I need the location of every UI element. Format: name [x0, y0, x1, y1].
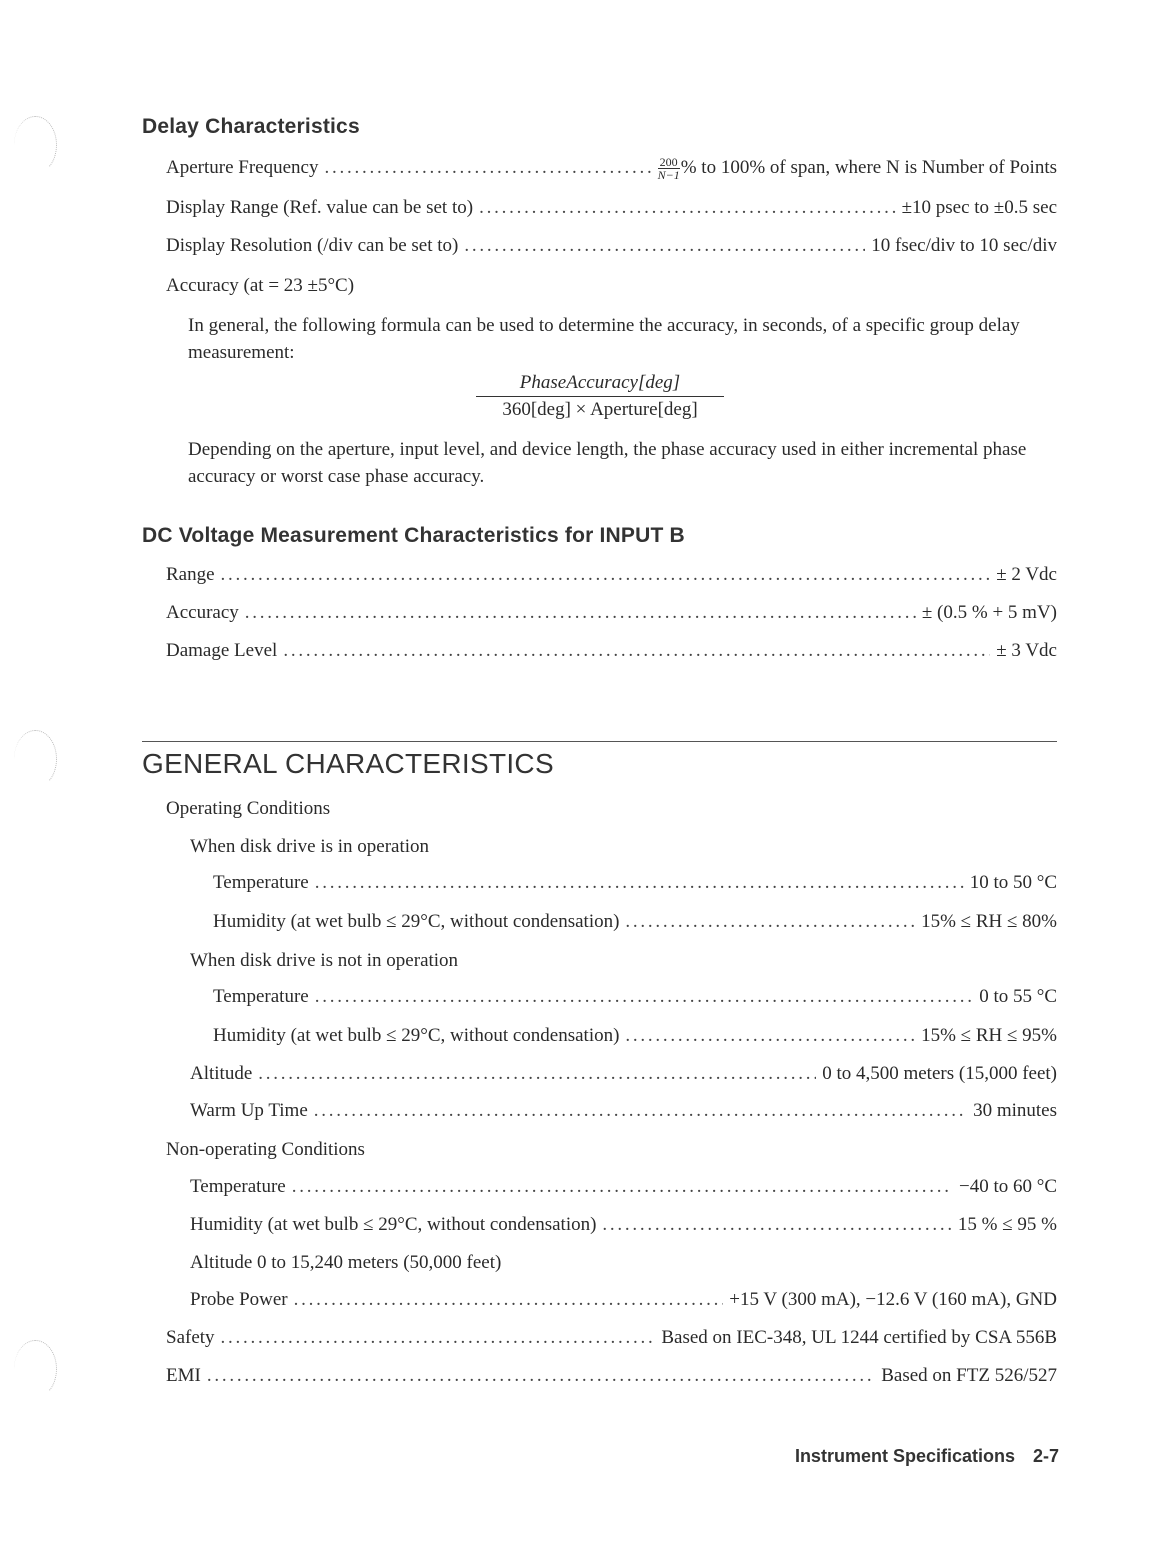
- off-temp-label: Temperature: [213, 986, 309, 1007]
- on-humidity-row: [213, 911, 1057, 939]
- aperture-value-text: % to 100% of span, where N is Number of Points: [680, 156, 1057, 178]
- leader-dots: [625, 1025, 915, 1047]
- binder-hole-middle: [14, 730, 57, 788]
- dc-accuracy-row: [166, 602, 1057, 630]
- leader-dots: [283, 640, 990, 662]
- warmup-label: Warm Up Time: [190, 1100, 308, 1121]
- aperture-value: [658, 156, 1057, 181]
- aperture-fraction: [658, 156, 680, 181]
- nonop-temp-row: [190, 1176, 1057, 1204]
- page-number: 2-7: [1032, 1446, 1059, 1466]
- nonop-altitude: Altitude 0 to 15,240 meters (50,000 feet): [190, 1252, 502, 1273]
- probe-power-value: +15 V (300 mA), −12.6 V (160 mA), GND: [729, 1289, 1057, 1310]
- altitude-label: Altitude: [190, 1063, 253, 1084]
- leader-dots: [315, 872, 964, 894]
- off-temp-row: [213, 986, 1057, 1014]
- nonop-temp-value: −40 to 60 °C: [958, 1176, 1057, 1197]
- leader-dots: [258, 1063, 816, 1085]
- on-temp-label: Temperature: [213, 872, 309, 893]
- nonop-humidity-value: 15 % ≤ 95 %: [957, 1214, 1057, 1235]
- dc-damage-value: ± 3 Vdc: [996, 640, 1057, 661]
- dc-range-row: [166, 564, 1057, 592]
- off-humidity-label: Humidity (at wet bulb ≤ 29°C, without condensation): [213, 1025, 620, 1046]
- dc-heading: DC Voltage Measurement Characteristics for INPUT B: [142, 524, 685, 547]
- safety-row: [166, 1327, 1057, 1355]
- warmup-row: [190, 1100, 1057, 1128]
- nonop-humidity-label: Humidity (at wet bulb ≤ 29°C, without condensation): [190, 1214, 597, 1235]
- nonop-humidity-row: [190, 1214, 1057, 1242]
- disk-on-heading: When disk drive is in operation: [190, 836, 430, 857]
- display-resolution-label: Display Resolution (/div can be set to): [166, 235, 459, 256]
- aperture-label: Aperture Frequency: [166, 156, 319, 178]
- accuracy-label: Accuracy (at = 23 ±5°C): [166, 275, 355, 296]
- leader-dots: [221, 1327, 656, 1349]
- accuracy-formula: [476, 372, 724, 421]
- nonoperating-conditions: Non-operating Conditions: [166, 1139, 365, 1160]
- disk-off-heading: When disk drive is not in operation: [190, 950, 459, 971]
- leader-dots: [324, 157, 651, 179]
- binder-hole-bottom: [14, 1340, 57, 1398]
- leader-dots: [221, 564, 991, 586]
- on-temp-row: [213, 872, 1057, 900]
- emi-value: Based on FTZ 526/527: [881, 1365, 1057, 1386]
- dc-accuracy-label: Accuracy: [166, 602, 239, 623]
- on-humidity-value: 15% ≤ RH ≤ 80%: [921, 911, 1057, 932]
- leader-dots: [314, 1100, 967, 1122]
- page-footer: [795, 1446, 1059, 1467]
- leader-dots: [245, 602, 916, 624]
- aperture-fraction-num: 200: [658, 156, 680, 169]
- display-resolution-value: 10 fsec/div to 10 sec/div: [871, 235, 1057, 256]
- formula-denominator: 360[deg] × Aperture[deg]: [502, 399, 698, 420]
- display-range-row: [166, 197, 1057, 225]
- emi-row: [166, 1365, 1057, 1393]
- binder-hole-top: [14, 116, 57, 174]
- formula-outro: Depending on the aperture, input level, and device length, the phase accuracy used in either incremental phase accuracy or worst case phase accuracy.: [188, 439, 1027, 487]
- aperture-row: [166, 156, 1057, 184]
- altitude-value: 0 to 4,500 meters (15,000 feet): [822, 1063, 1057, 1084]
- operating-conditions: Operating Conditions: [166, 798, 331, 819]
- off-humidity-value: 15% ≤ RH ≤ 95%: [921, 1025, 1057, 1046]
- leader-dots: [315, 986, 973, 1008]
- section-rule: [142, 741, 1057, 742]
- leader-dots: [464, 235, 865, 257]
- formula-numerator: PhaseAccuracy[deg]: [476, 372, 724, 397]
- delay-heading: Delay Characteristics: [142, 115, 360, 138]
- altitude-row: [190, 1063, 1057, 1091]
- footer-title: Instrument Specifications: [794, 1446, 1015, 1466]
- leader-dots: [625, 911, 915, 933]
- on-temp-value: 10 to 50 °C: [969, 872, 1057, 893]
- display-range-value: ±10 psec to ±0.5 sec: [901, 197, 1057, 218]
- off-temp-value: 0 to 55 °C: [979, 986, 1057, 1007]
- general-heading: GENERAL CHARACTERISTICS: [142, 748, 554, 779]
- safety-value: Based on IEC-348, UL 1244 certified by CSA 556B: [661, 1327, 1057, 1348]
- leader-dots: [479, 197, 896, 219]
- on-humidity-label: Humidity (at wet bulb ≤ 29°C, without condensation): [213, 911, 620, 932]
- leader-dots: [294, 1289, 724, 1311]
- dc-range-value: ± 2 Vdc: [996, 564, 1057, 585]
- emi-label: EMI: [166, 1365, 201, 1386]
- off-humidity-row: [213, 1025, 1057, 1053]
- warmup-value: 30 minutes: [973, 1100, 1057, 1121]
- probe-power-row: [190, 1289, 1057, 1317]
- formula-intro: In general, the following formula can be used to determine the accuracy, in seconds, of a specific group delay measurement:: [188, 315, 1020, 363]
- display-resolution-row: [166, 235, 1057, 263]
- safety-label: Safety: [166, 1327, 215, 1348]
- leader-dots: [292, 1176, 953, 1198]
- nonop-temp-label: Temperature: [190, 1176, 286, 1197]
- aperture-fraction-den: N−1: [657, 168, 680, 182]
- dc-range-label: Range: [166, 564, 215, 585]
- dc-damage-row: [166, 640, 1057, 668]
- dc-damage-label: Damage Level: [166, 640, 278, 661]
- display-range-label: Display Range (Ref. value can be set to): [166, 197, 474, 218]
- probe-power-label: Probe Power: [190, 1289, 288, 1310]
- leader-dots: [207, 1365, 875, 1387]
- dc-accuracy-value: ± (0.5 % + 5 mV): [921, 602, 1057, 623]
- leader-dots: [602, 1214, 951, 1236]
